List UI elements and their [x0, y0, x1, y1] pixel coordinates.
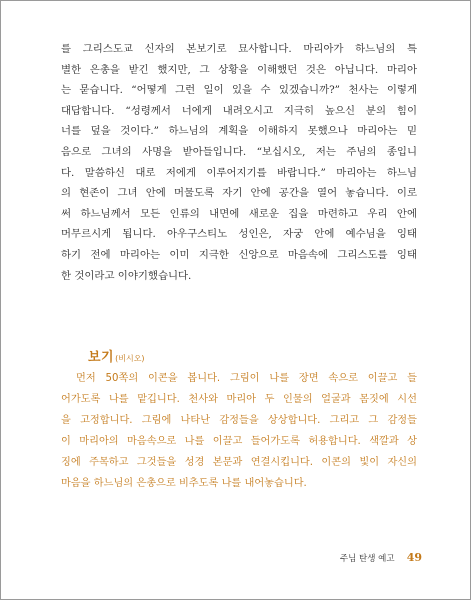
reflection-paragraph [61, 369, 417, 494]
section-subtitle: (비시오) [115, 354, 145, 363]
paragraph-line: 음으로 그녀의 사명을 받아들입니다. “보십시오, 저는 주님의 종입니 [61, 145, 417, 158]
paragraph-line: 써 하느님께서 모든 인류의 내면에 새로운 집을 마련하고 우리 안에 [61, 207, 417, 220]
section-title: 보기 [88, 350, 115, 365]
paragraph-line: 는 묻습니다. “어떻게 그런 일이 있을 수 있겠습니까?” 천사는 이렇게 [61, 84, 417, 97]
paragraph-line: 대답합니다. “성령께서 너에게 내려오시고 지극히 높으신 분의 힘이 [61, 104, 417, 117]
running-title: 주님 탄생 예고 [339, 554, 395, 564]
section-heading [88, 346, 145, 365]
reflection-line: 마음을 하느님의 은총으로 비추도록 나를 내어놓습니다. [61, 477, 307, 489]
paragraph-line: 다. 말씀하신 대로 저에게 이루어지기를 바랍니다.” 마리아는 하느님 [61, 166, 417, 179]
paragraph-line: 머무르시게 됩니다. 아우구스티노 성인은, 자궁 안에 예수님을 잉태 [61, 228, 417, 241]
reflection-line: 을 고정합니다. 그림에 나타난 감정들을 상상합니다. 그리고 그 감정들 [61, 414, 417, 426]
page-footer [340, 546, 422, 565]
page-number: 49 [406, 551, 422, 564]
paragraph-line: 의 현존이 그녀 안에 머물도록 자기 안에 공간을 열어 놓습니다. 이로 [61, 187, 417, 200]
paragraph-line: 한 것이라고 이야기했습니다. [61, 269, 192, 282]
reflection-line: 이 마리아의 마음속으로 나를 이끌고 들어가도록 허용합니다. 색깔과 상 [61, 435, 417, 447]
main-paragraph [61, 39, 417, 286]
paragraph-line: 별한 은총을 받긴 했지만, 그 상황을 이해했던 것은 아닙니다. 마리아 [61, 63, 417, 76]
paragraph-line: 너를 덮을 것이다.” 하느님의 계획을 이해하지 못했으나 마리아는 믿 [61, 125, 417, 138]
reflection-line: 어가도록 나를 맡깁니다. 천사와 마리아 두 인물의 얼굴과 몸짓에 시선 [61, 393, 417, 405]
reflection-line: 징에 주목하고 그것들을 성경 본문과 연결시킵니다. 이콘의 빛이 자신의 [61, 456, 417, 468]
paragraph-line: 를 그리스도교 신자의 본보기로 묘사합니다. 마리아가 하느님의 특 [61, 43, 417, 55]
reflection-line: 먼저 50쪽의 이콘을 봅니다. 그림이 나를 장면 속으로 이끌고 들 [76, 373, 417, 384]
paragraph-line: 하기 전에 마리아는 이미 지극한 신앙으로 마음속에 그리스도를 잉태 [61, 248, 417, 261]
